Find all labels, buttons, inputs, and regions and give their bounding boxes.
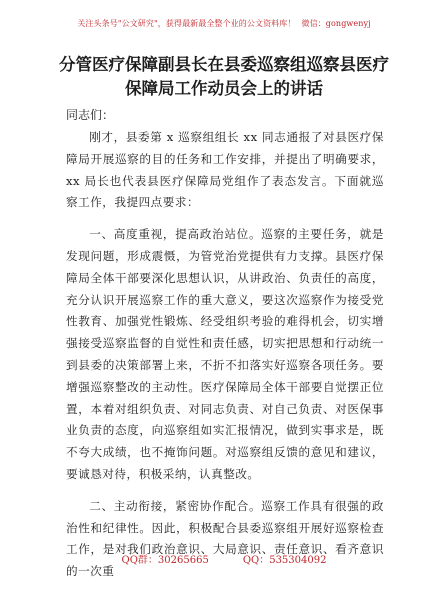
- paragraph-section-2: 二、主动衔接，紧密协作配合。巡察工作具有很强的政治性和纪律性。因此，积极配合县委巡察组开展好巡察检查工作，是对我们政治意识、大局意识、责任意识、看齐意识的一次重: [66, 498, 384, 579]
- document-title: [40, 53, 408, 101]
- banner-promo-text: 关注头条号"公文研究"，获得最新最全整个业的公文资料库！: [77, 19, 296, 28]
- paragraph-section-1: 一、高度重视，提高政治站位。巡察的主要任务，就是发现问题，形成震慑，为管党治党提供有力支撑。县医疗保障局全体干部要深化思想认识，从讲政治、负责任的高度，充分认识开展巡察工作的重大意义，要这次巡察作为接受党性教育、加强党性锻炼、经受组织考验的难得机会，切实增强接受巡察监督的自觉性和责任感，切实把思想和行动统一到县委的决策部署上来，不折不扣落实好巡察各项任务。要增强巡察整改的主动性。医疗保障局全体干部要自觉摆正位置，本着对组织负责、对同志负责、对自己负责、对医保事业负责的态度，向巡察组如实汇报情况，做到实事求是，既不夸大成绩，也不掩饰问题。对巡察组反馈的意见和建议，要诚恳对待，积极采纳，认真整改。: [66, 227, 384, 481]
- banner-wechat-text: 微信：gongwenyj: [301, 19, 371, 28]
- footer-qq-group: QQ群：30265665: [121, 555, 209, 566]
- paragraph-intro: 刚才，县委第 x 巡察组组长 xx 同志通报了对县医疗保障局开展巡察的目的任务和工作安排，并提出了明确要求，xx 局长也代表县医疗保障局党组作了表态发言。下面就巡察工作，我提四点要求：: [66, 130, 384, 210]
- footer-qq: QQ：535304092: [242, 555, 327, 566]
- title-line-1: 分管医疗保障副县长在县委巡察组巡察县医疗: [59, 55, 389, 74]
- top-banner: [0, 18, 448, 29]
- title-line-2: 保障局工作动员会上的讲话: [125, 79, 323, 98]
- document-body: [66, 127, 384, 593]
- footer-contact: [0, 551, 448, 566]
- salutation: 同志们：: [66, 108, 115, 122]
